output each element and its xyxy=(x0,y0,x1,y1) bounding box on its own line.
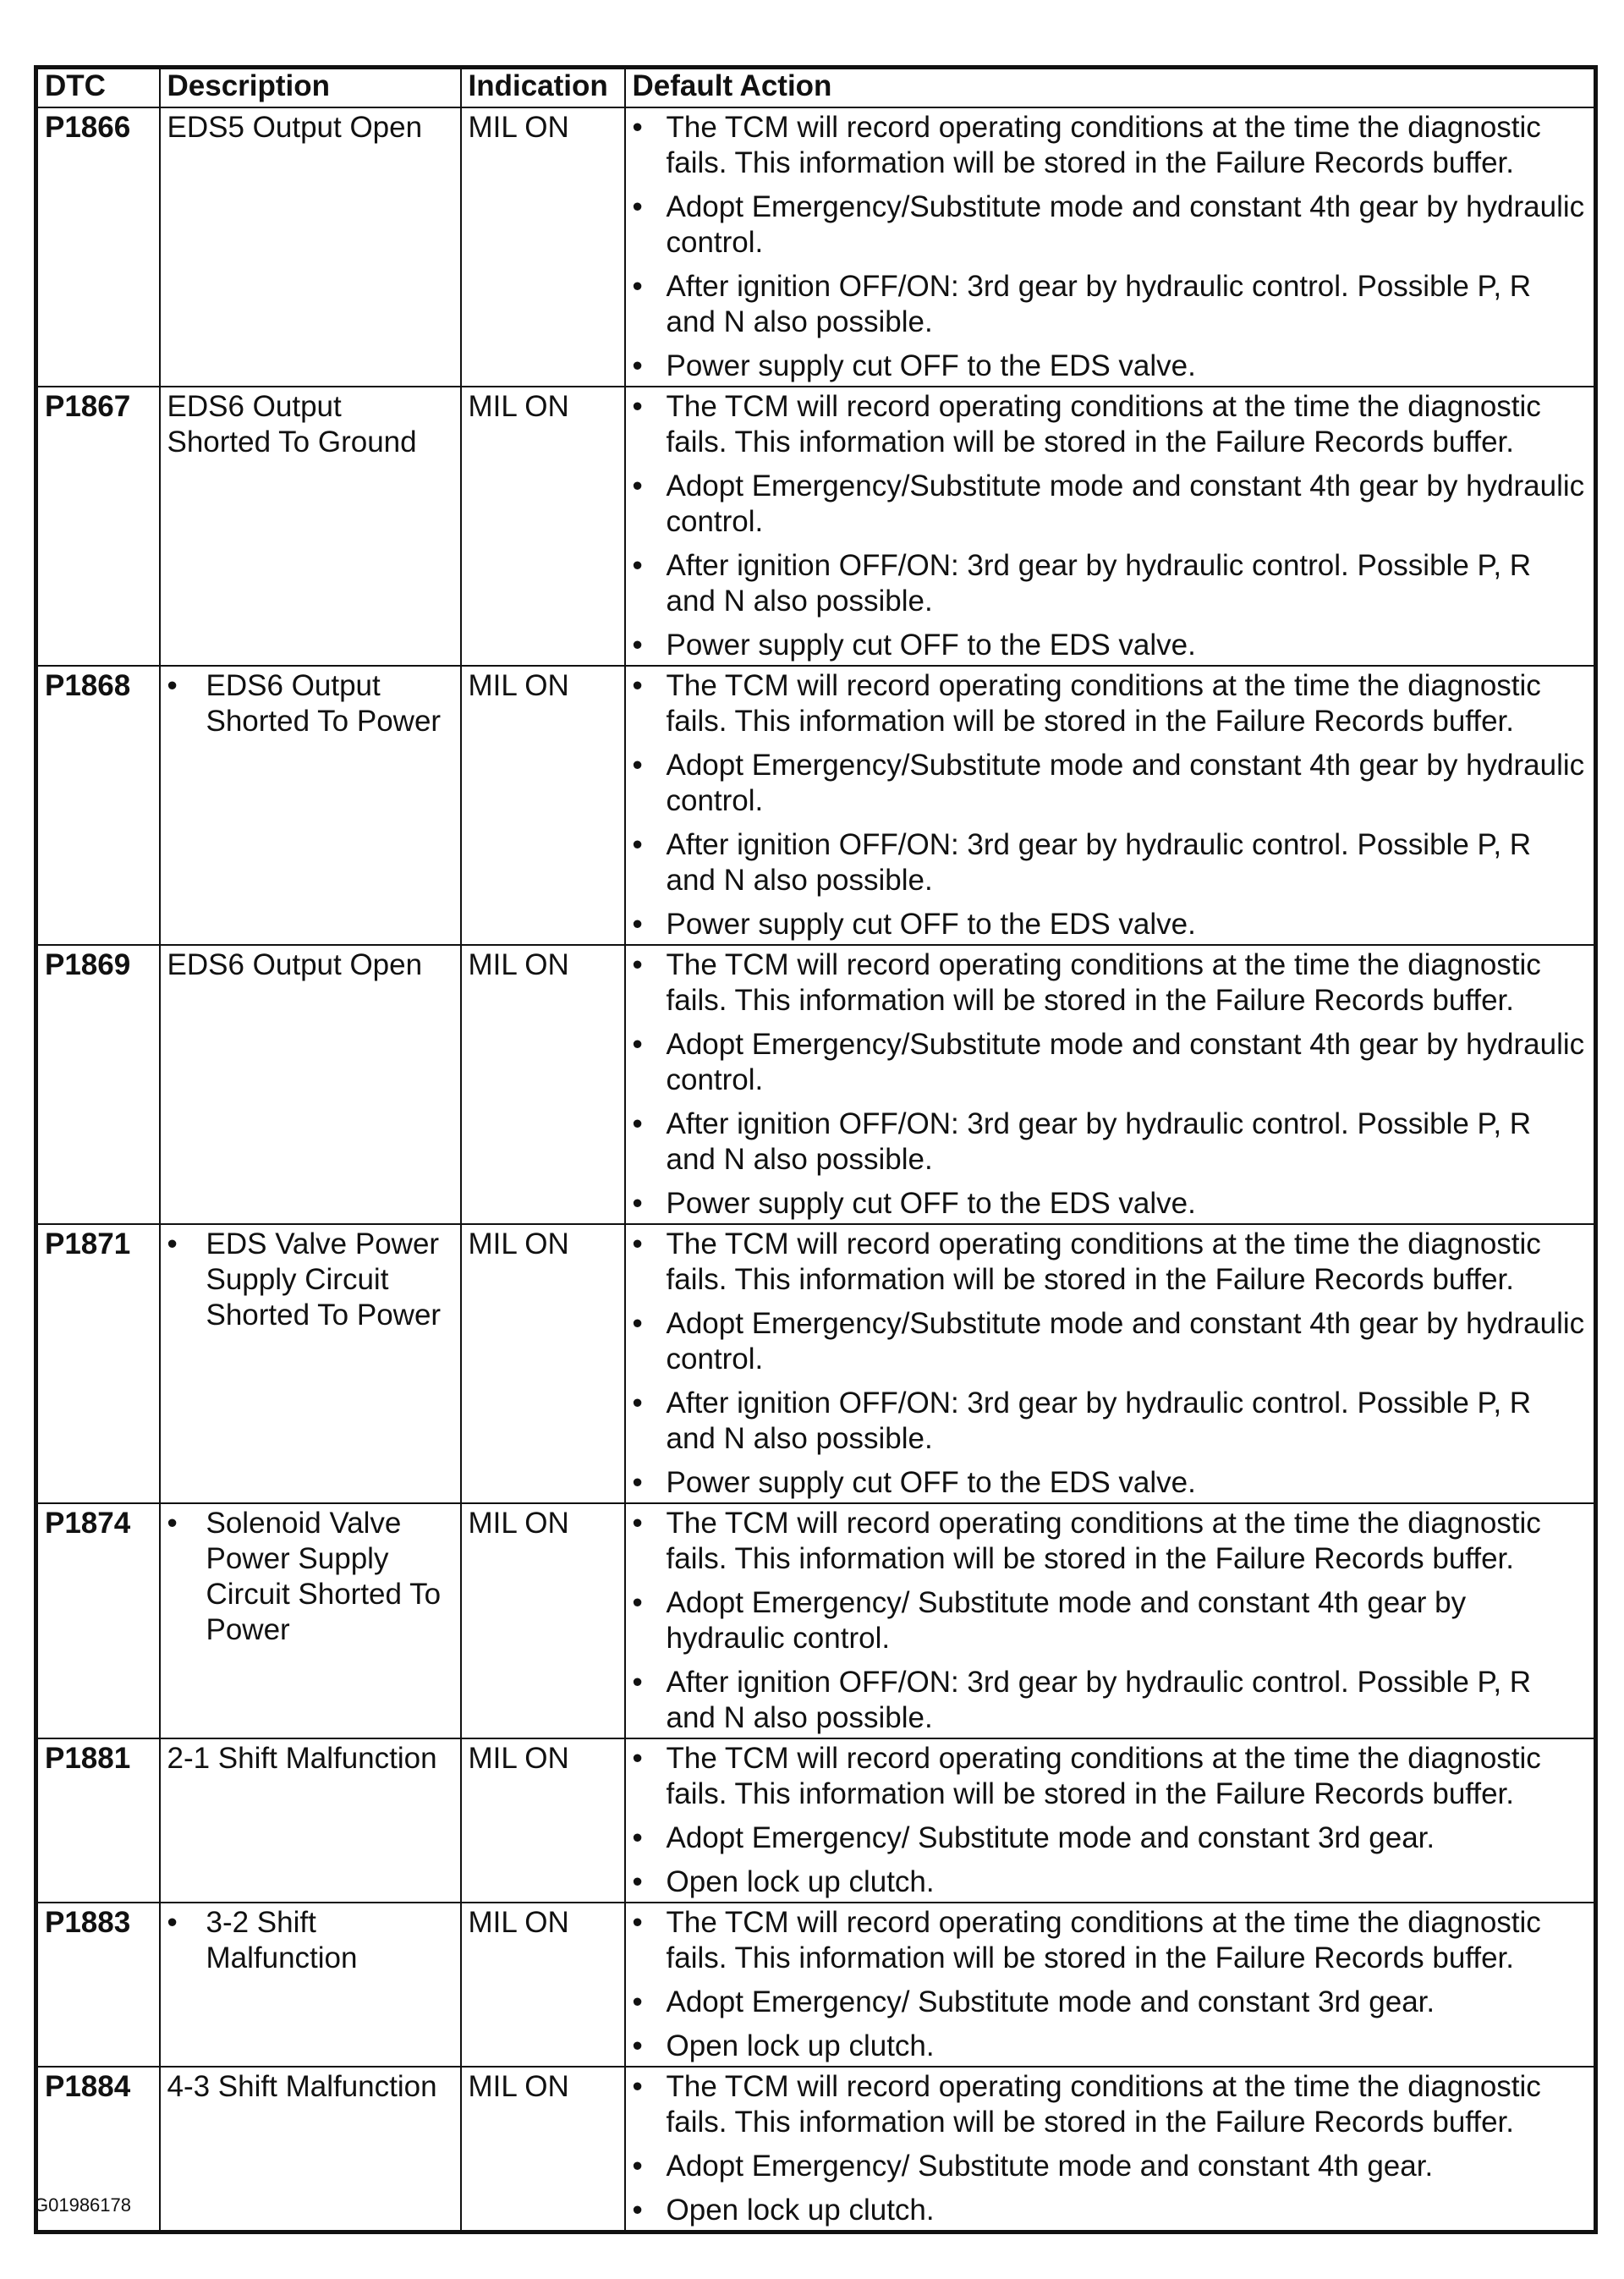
bullet-marker: • xyxy=(632,1466,643,1499)
action-text: The TCM will record operating conditions at the time the diagnostic fails. This information will be stored in the Failure Records buffer. xyxy=(666,1906,1541,1974)
bullet-marker: • xyxy=(632,749,643,782)
bullet-marker: • xyxy=(632,349,643,382)
action-item xyxy=(633,110,1588,181)
default-action xyxy=(625,107,1596,387)
action-list xyxy=(633,947,1588,1222)
default-action xyxy=(625,1903,1596,2067)
dtc-code: P1884 xyxy=(36,2067,160,2232)
action-text: The TCM will record operating conditions at the time the diagnostic fails. This information will be stored in the Failure Records buffer. xyxy=(666,669,1541,738)
dtc-description xyxy=(160,1503,461,1738)
action-text: The TCM will record operating conditions at the time the diagnostic fails. This information will be stored in the Failure Records buffer. xyxy=(666,2070,1541,2139)
bullet-marker: • xyxy=(167,669,178,702)
bullet-marker: • xyxy=(632,1821,643,1854)
action-text: The TCM will record operating conditions at the time the diagnostic fails. This information will be stored in the Failure Records buffer. xyxy=(666,111,1541,179)
description-text: Solenoid Valve Power Supply Circuit Shorted To Power xyxy=(206,1507,442,1646)
action-item xyxy=(633,1186,1588,1222)
dtc-code: P1874 xyxy=(36,1503,160,1738)
bullet-marker: • xyxy=(632,111,643,144)
action-item xyxy=(633,1227,1588,1298)
action-text: Adopt Emergency/Substitute mode and constant 4th gear by hydraulic control. xyxy=(666,1028,1585,1096)
dtc-description: EDS6 Output Open xyxy=(160,945,461,1224)
action-item xyxy=(633,349,1588,384)
indication: MIL ON xyxy=(461,1903,625,2067)
default-action xyxy=(625,945,1596,1224)
bullet-marker: • xyxy=(632,1865,643,1898)
action-item xyxy=(633,1506,1588,1577)
bullet-marker: • xyxy=(632,190,643,223)
action-text: The TCM will record operating conditions at the time the diagnostic fails. This information will be stored in the Failure Records buffer. xyxy=(666,948,1541,1017)
header-default-action: Default Action xyxy=(625,68,1596,108)
bullet-marker: • xyxy=(632,1985,643,2018)
table-row xyxy=(36,1738,1596,1903)
bullet-marker: • xyxy=(632,908,643,941)
header-description: Description xyxy=(160,68,461,108)
dtc-code: P1867 xyxy=(36,387,160,666)
action-text: After ignition OFF/ON: 3rd gear by hydraulic control. Possible P, R and N also possible. xyxy=(666,1387,1532,1455)
action-item xyxy=(633,389,1588,460)
default-action xyxy=(625,666,1596,945)
action-text: After ignition OFF/ON: 3rd gear by hydraulic control. Possible P, R and N also possible. xyxy=(666,270,1532,338)
bullet-marker: • xyxy=(632,2070,643,2103)
action-text: Adopt Emergency/ Substitute mode and constant 4th gear by hydraulic control. xyxy=(666,1586,1467,1655)
action-item xyxy=(633,907,1588,942)
action-text: The TCM will record operating conditions at the time the diagnostic fails. This information will be stored in the Failure Records buffer. xyxy=(666,1742,1541,1810)
action-item xyxy=(633,2193,1588,2228)
action-text: Adopt Emergency/Substitute mode and constant 4th gear by hydraulic control. xyxy=(666,1307,1585,1376)
default-action xyxy=(625,1503,1596,1738)
action-item xyxy=(633,1665,1588,1736)
indication: MIL ON xyxy=(461,1738,625,1903)
action-item xyxy=(633,628,1588,663)
indication: MIL ON xyxy=(461,2067,625,2232)
action-item xyxy=(633,469,1588,540)
action-list xyxy=(633,1741,1588,1900)
indication: MIL ON xyxy=(461,107,625,387)
action-text: After ignition OFF/ON: 3rd gear by hydraulic control. Possible P, R and N also possible. xyxy=(666,828,1532,897)
description-text: EDS6 Output Shorted To Power xyxy=(206,669,442,738)
action-item xyxy=(633,1465,1588,1501)
indication: MIL ON xyxy=(461,387,625,666)
action-item xyxy=(633,947,1588,1019)
action-item xyxy=(633,668,1588,739)
action-text: The TCM will record operating conditions at the time the diagnostic fails. This information will be stored in the Failure Records buffer. xyxy=(666,1507,1541,1575)
dtc-description xyxy=(160,1903,461,2067)
bullet-marker: • xyxy=(632,1227,643,1260)
action-text: Adopt Emergency/Substitute mode and constant 4th gear by hydraulic control. xyxy=(666,749,1585,817)
dtc-code: P1883 xyxy=(36,1903,160,2067)
action-list xyxy=(633,110,1588,384)
dtc-table xyxy=(34,65,1598,2234)
bullet-marker: • xyxy=(632,1742,643,1775)
action-item xyxy=(633,748,1588,819)
action-item xyxy=(633,1386,1588,1457)
action-item xyxy=(633,1585,1588,1656)
bullet-marker: • xyxy=(632,1187,643,1220)
indication: MIL ON xyxy=(461,666,625,945)
action-text: Open lock up clutch. xyxy=(666,2029,935,2062)
bullet-marker: • xyxy=(632,270,643,303)
dtc-description: 2-1 Shift Malfunction xyxy=(160,1738,461,1903)
table-row xyxy=(36,107,1596,387)
table-row xyxy=(36,945,1596,1224)
action-text: Power supply cut OFF to the EDS valve. xyxy=(666,349,1196,382)
bullet-marker: • xyxy=(632,828,643,861)
action-list xyxy=(633,668,1588,942)
action-text: Adopt Emergency/ Substitute mode and constant 4th gear. xyxy=(666,2150,1434,2183)
dtc-code: P1866 xyxy=(36,107,160,387)
action-item xyxy=(633,189,1588,261)
action-text: Power supply cut OFF to the EDS valve. xyxy=(666,1187,1196,1220)
table-row xyxy=(36,666,1596,945)
dtc-description: EDS5 Output Open xyxy=(160,107,461,387)
action-text: After ignition OFF/ON: 3rd gear by hydraulic control. Possible P, R and N also possible. xyxy=(666,1107,1532,1176)
bullet-marker: • xyxy=(632,1028,643,1061)
header-indication: Indication xyxy=(461,68,625,108)
action-text: Power supply cut OFF to the EDS valve. xyxy=(666,1466,1196,1499)
default-action xyxy=(625,1738,1596,1903)
action-item xyxy=(633,827,1588,898)
table-row xyxy=(36,2067,1596,2232)
action-text: Adopt Emergency/Substitute mode and constant 4th gear by hydraulic control. xyxy=(666,470,1585,538)
table-header-row xyxy=(36,68,1596,108)
bullet-marker: • xyxy=(632,1666,643,1699)
action-item xyxy=(633,2149,1588,2184)
action-text: Open lock up clutch. xyxy=(666,2194,935,2227)
table-body xyxy=(36,107,1596,2232)
dtc-description: 4-3 Shift Malfunction xyxy=(160,2067,461,2232)
figure-id: G01986178 xyxy=(34,2194,131,2216)
default-action xyxy=(625,2067,1596,2232)
action-text: Open lock up clutch. xyxy=(666,1865,935,1898)
action-text: The TCM will record operating conditions at the time the diagnostic fails. This information will be stored in the Failure Records buffer. xyxy=(666,1227,1541,1296)
dtc-code: P1869 xyxy=(36,945,160,1224)
action-text: The TCM will record operating conditions at the time the diagnostic fails. This information will be stored in the Failure Records buffer. xyxy=(666,390,1541,459)
action-text: Adopt Emergency/ Substitute mode and constant 3rd gear. xyxy=(666,1985,1435,2018)
action-text: Adopt Emergency/Substitute mode and constant 4th gear by hydraulic control. xyxy=(666,190,1585,259)
bullet-marker: • xyxy=(167,1507,178,1540)
action-list xyxy=(633,1506,1588,1736)
description-text: EDS Valve Power Supply Circuit Shorted To Power xyxy=(206,1227,442,1332)
bullet-marker: • xyxy=(632,669,643,702)
table-row xyxy=(36,1503,1596,1738)
action-item xyxy=(633,1741,1588,1812)
action-text: Adopt Emergency/ Substitute mode and constant 3rd gear. xyxy=(666,1821,1435,1854)
action-item xyxy=(633,1027,1588,1098)
dtc-code: P1871 xyxy=(36,1224,160,1503)
dtc-code: P1868 xyxy=(36,666,160,945)
bullet-marker: • xyxy=(632,629,643,662)
indication: MIL ON xyxy=(461,1503,625,1738)
action-list xyxy=(633,389,1588,663)
bullet-marker: • xyxy=(632,2029,643,2062)
default-action xyxy=(625,387,1596,666)
table-row xyxy=(36,387,1596,666)
dtc-description xyxy=(160,666,461,945)
action-item xyxy=(633,1985,1588,2020)
bullet-marker: • xyxy=(167,1227,178,1260)
action-item xyxy=(633,1306,1588,1377)
default-action xyxy=(625,1224,1596,1503)
action-list xyxy=(633,2069,1588,2228)
table-row xyxy=(36,1903,1596,2067)
indication: MIL ON xyxy=(461,1224,625,1503)
bullet-marker: • xyxy=(632,1906,643,1939)
action-item xyxy=(633,1107,1588,1178)
action-text: Power supply cut OFF to the EDS valve. xyxy=(666,629,1196,662)
bullet-marker: • xyxy=(632,2150,643,2183)
header-dtc: DTC xyxy=(36,68,160,108)
bullet-marker: • xyxy=(632,390,643,423)
bullet-marker: • xyxy=(632,549,643,582)
bullet-marker: • xyxy=(632,1387,643,1420)
action-item xyxy=(633,548,1588,619)
description-text: 3-2 Shift Malfunction xyxy=(206,1906,358,1974)
bullet-marker: • xyxy=(632,2194,643,2227)
action-text: Power supply cut OFF to the EDS valve. xyxy=(666,908,1196,941)
bullet-marker: • xyxy=(632,948,643,981)
dtc-code: P1881 xyxy=(36,1738,160,1903)
bullet-marker: • xyxy=(632,1307,643,1340)
dtc-description xyxy=(160,1224,461,1503)
action-list xyxy=(633,1905,1588,2064)
bullet-marker: • xyxy=(632,1107,643,1140)
bullet-marker: • xyxy=(167,1906,178,1939)
bullet-marker: • xyxy=(632,1507,643,1540)
action-list xyxy=(633,1227,1588,1501)
bullet-marker: • xyxy=(632,1586,643,1619)
action-item xyxy=(633,269,1588,340)
indication: MIL ON xyxy=(461,945,625,1224)
bullet-marker: • xyxy=(632,470,643,502)
action-item xyxy=(633,1905,1588,1976)
action-item xyxy=(633,1820,1588,1856)
dtc-description: EDS6 Output Shorted To Ground xyxy=(160,387,461,666)
action-text: After ignition OFF/ON: 3rd gear by hydraulic control. Possible P, R and N also possible. xyxy=(666,1666,1532,1734)
action-item xyxy=(633,2029,1588,2064)
action-item xyxy=(633,2069,1588,2140)
table-row xyxy=(36,1224,1596,1503)
action-text: After ignition OFF/ON: 3rd gear by hydraulic control. Possible P, R and N also possible. xyxy=(666,549,1532,618)
action-item xyxy=(633,1864,1588,1900)
